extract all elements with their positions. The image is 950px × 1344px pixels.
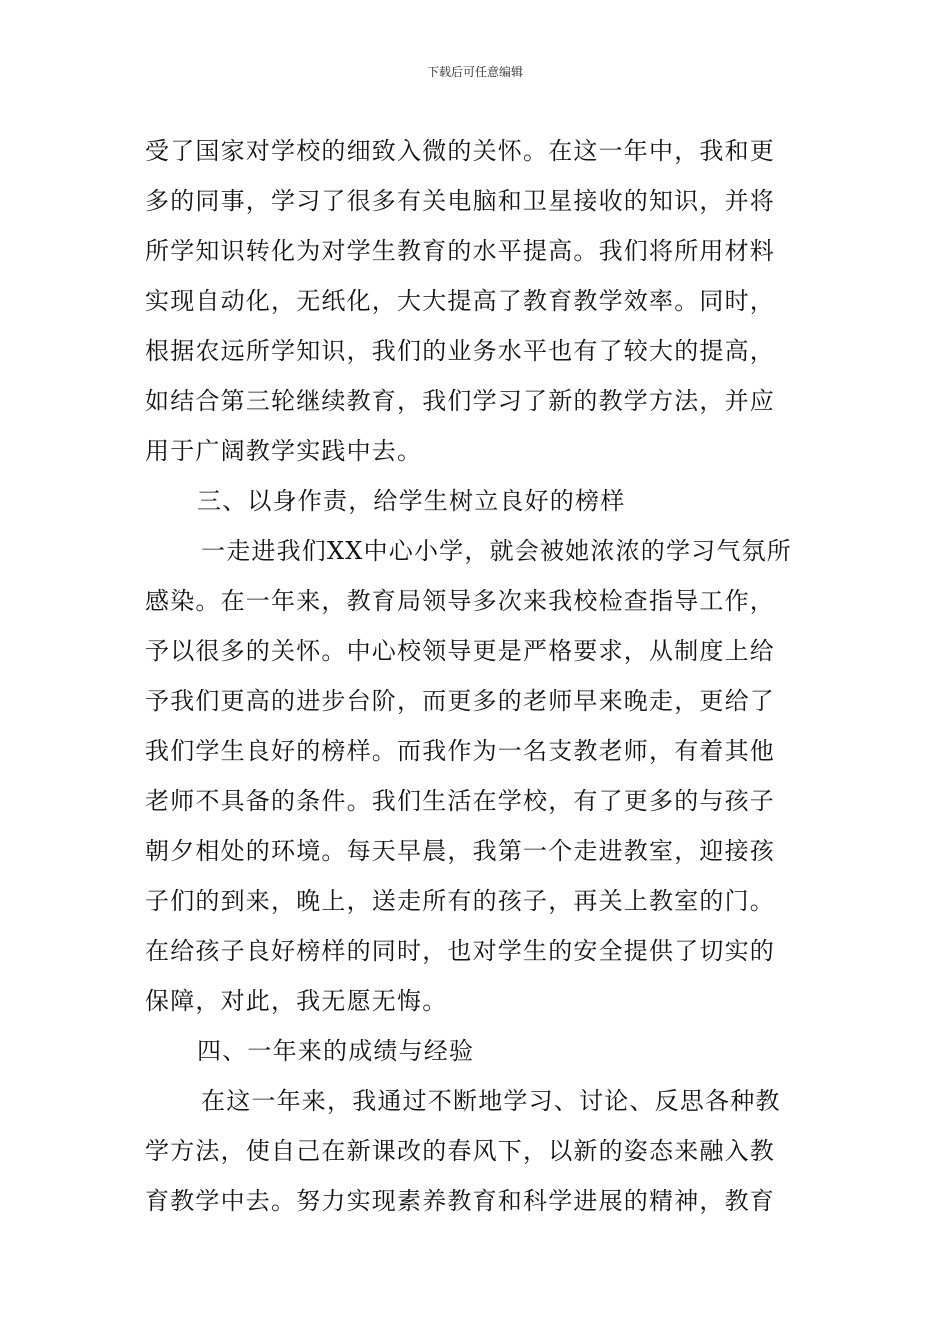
paragraph-line: 朝夕相处的环境。每天早晨，我第一个走进教室，迎接孩 bbox=[145, 837, 775, 865]
paragraph-line: 在给孩子良好榜样的同时，也对学生的安全提供了切实的 bbox=[145, 937, 775, 965]
paragraph-line: 受了国家对学校的细致入微的关怀。在这一年中，我和更 bbox=[145, 137, 775, 165]
paragraph-line: 用于广阔教学实践中去。 bbox=[145, 437, 423, 465]
paragraph-line: 根据农远所学知识，我们的业务水平也有了较大的提高， bbox=[145, 337, 775, 365]
section-heading: 三、以身作责，给学生树立良好的榜样 bbox=[197, 487, 626, 515]
paragraph-line: 一走进我们XX中心小学，就会被她浓浓的学习气氛所 bbox=[201, 537, 792, 565]
paragraph-line: 所学知识转化为对学生教育的水平提高。我们将所用材料 bbox=[145, 237, 775, 265]
paragraph-line: 感染。在一年来，教育局领导多次来我校检查指导工作， bbox=[145, 587, 775, 615]
paragraph-line: 予我们更高的进步台阶，而更多的老师早来晚走，更给了 bbox=[145, 687, 775, 715]
document-body bbox=[145, 126, 815, 1226]
paragraph-line: 多的同事，学习了很多有关电脑和卫星接收的知识，并将 bbox=[145, 187, 775, 215]
paragraph-line: 子们的到来，晚上，送走所有的孩子，再关上教室的门。 bbox=[145, 887, 775, 915]
paragraph-line: 实现自动化，无纸化，大大提高了教育教学效率。同时， bbox=[145, 287, 775, 315]
paragraph-line: 我们学生良好的榜样。而我作为一名支教老师，有着其他 bbox=[145, 737, 775, 765]
paragraph-line: 育教学中去。努力实现素养教育和科学进展的精神，教育 bbox=[145, 1187, 775, 1215]
section-heading: 四、一年来的成绩与经验 bbox=[197, 1037, 475, 1065]
page-header: 下载后可任意编辑 bbox=[426, 65, 523, 79]
paragraph-line: 予以很多的关怀。中心校领导更是严格要求，从制度上给 bbox=[145, 637, 775, 665]
paragraph-line: 在这一年来，我通过不断地学习、讨论、反思各种教 bbox=[201, 1087, 781, 1115]
paragraph-line: 保障，对此，我无愿无悔。 bbox=[145, 987, 448, 1015]
paragraph-line: 老师不具备的条件。我们生活在学校，有了更多的与孩子 bbox=[145, 787, 775, 815]
paragraph-line: 学方法，使自己在新课改的春风下，以新的姿态来融入教 bbox=[145, 1137, 775, 1165]
paragraph-line: 如结合第三轮继续教育，我们学习了新的教学方法，并应 bbox=[145, 387, 775, 415]
